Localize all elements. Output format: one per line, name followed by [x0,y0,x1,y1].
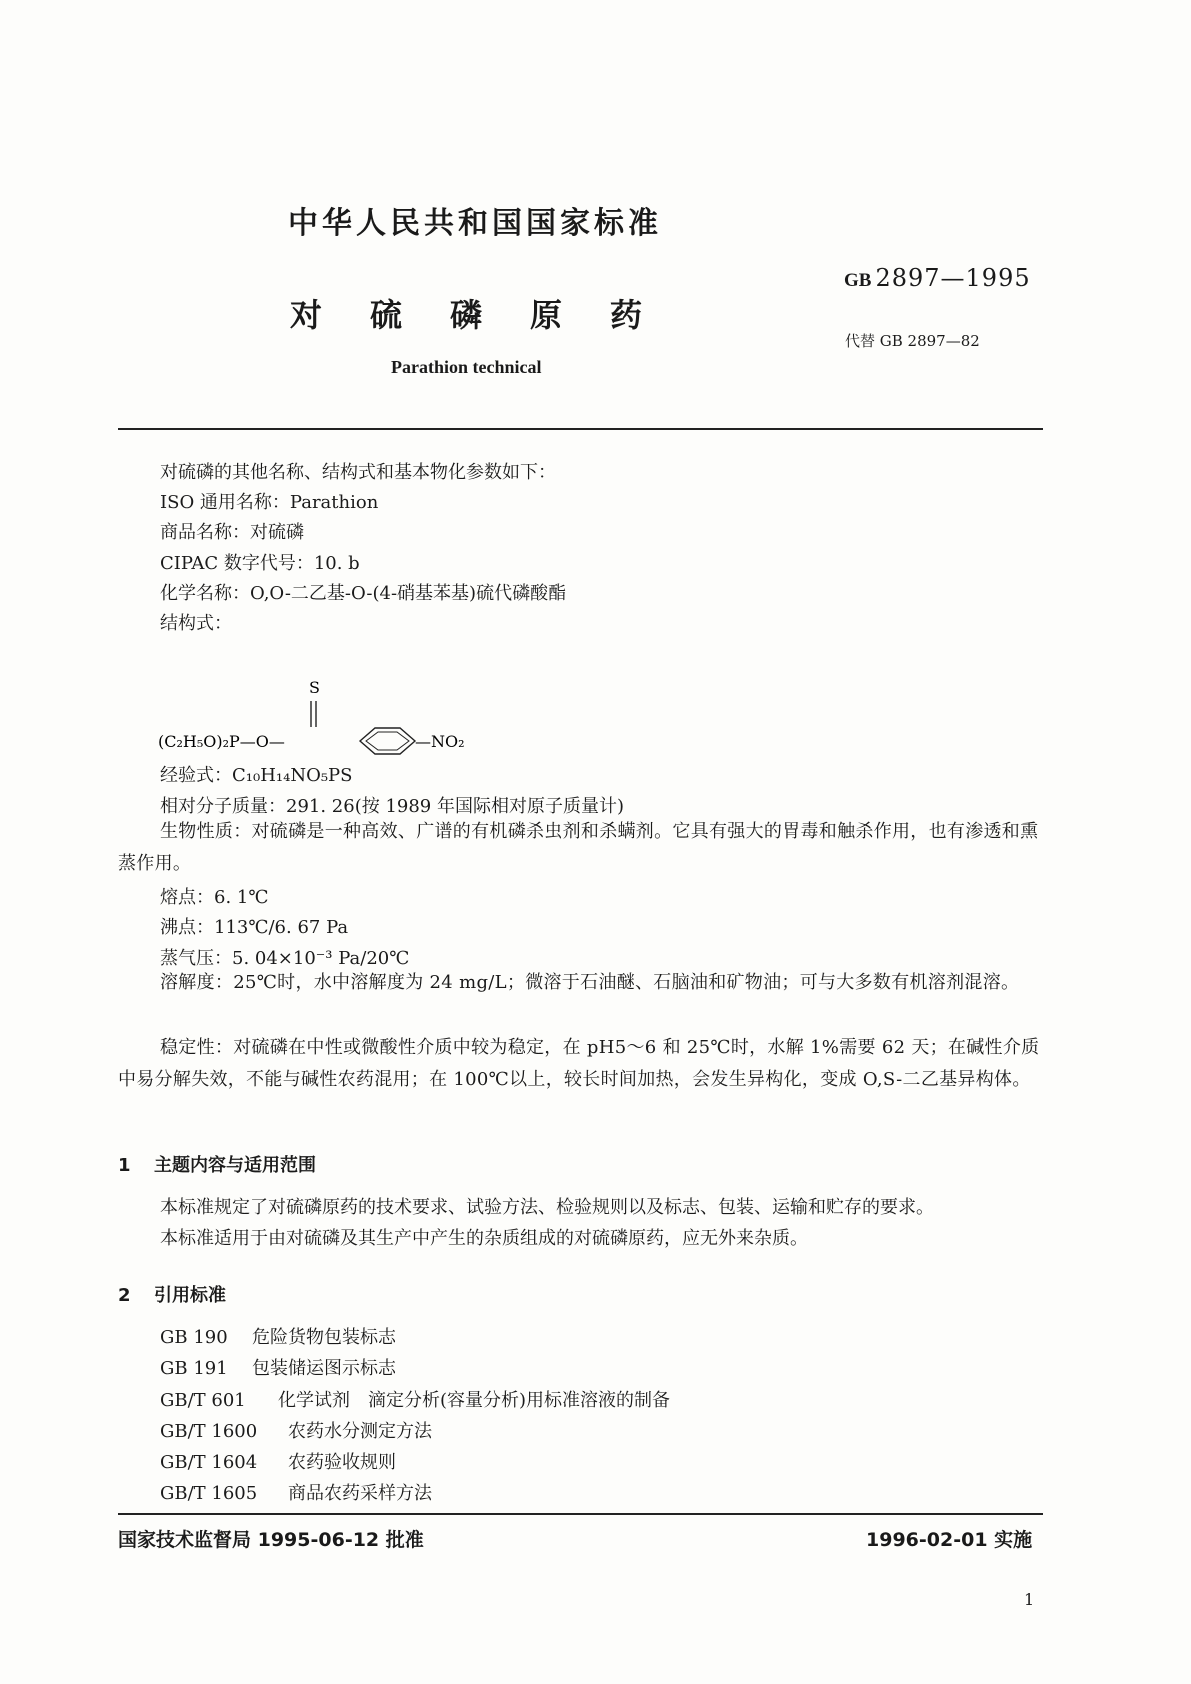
structure-label: 结构式： [160,613,232,634]
ethoxy-group: (C₂H₅O)₂P—O— [158,732,285,751]
document-title: 对硫磷原药 [290,296,691,334]
reference-title: 农药水分测定方法 [288,1421,432,1442]
molecular-mass: 相对分子质量：291. 26(按 1989 年国际相对原子质量计) [160,796,624,817]
document-title-english: Parathion technical [391,357,542,377]
reference-row [160,1323,396,1349]
effective-date: 1996-02-01 实施 [866,1529,1033,1551]
iso-name: ISO 通用名称：Parathion [160,492,379,513]
reference-code: GB/T 1604 [160,1452,258,1473]
reference-title: 危险货物包装标志 [252,1327,396,1348]
reference-row [160,1448,396,1474]
biological-properties: 生物性质：对硫磷是一种高效、广谱的有机磷杀虫剂和杀螨剂。它具有强大的胃毒和触杀作用，也有渗透和熏蒸作用。 [118,821,1039,874]
standard-code [844,264,1031,292]
standard-org-title: 中华人民共和国国家标准 [288,206,662,241]
standard-code-prefix: GB [844,270,872,291]
empirical-formula: 经验式：C₁₀H₁₄NO₅PS [160,765,353,786]
reference-title: 化学试剂 滴定分析(容量分析)用标准溶液的制备 [278,1390,671,1411]
section-1-para-1: 本标准规定了对硫磷原药的技术要求、试验方法、检验规则以及标志、包装、运输和贮存的要求。 [160,1197,934,1218]
sulfur-atom: S [309,678,320,697]
reference-code: GB 191 [160,1358,228,1379]
reference-code: GB/T 601 [160,1390,246,1411]
section-2-heading [118,1281,226,1307]
boiling-point: 沸点：113℃/6. 67 Pa [160,917,349,938]
solubility: 溶解度：25℃时，水中溶解度为 24 mg/L；微溶于石油醚、石脑油和矿物油；可与大多数有机溶剂混溶。 [160,972,1020,993]
cipac-code: CIPAC 数字代号：10. b [160,553,360,574]
section-1-para-2: 本标准适用于由对硫磷及其生产中产生的杂质组成的对硫磷原药，应无外来杂质。 [160,1228,808,1249]
structural-formula [158,675,518,760]
reference-title: 农药验收规则 [288,1452,396,1473]
reference-row [160,1479,432,1505]
standard-code-number: 2897—1995 [875,264,1031,292]
footer-rule [118,1513,1043,1515]
reference-row [160,1417,432,1443]
section-1-title: 主题内容与适用范围 [154,1155,316,1176]
chemical-name: 化学名称：O,O-二乙基-O-(4-硝基苯基)硫代磷酸酯 [160,583,567,604]
reference-code: GB/T 1600 [160,1421,258,1442]
section-2-number: 2 [118,1285,131,1306]
reference-title: 包装储运图示标志 [252,1358,396,1379]
header-rule [118,428,1043,430]
reference-title: 商品农药采样方法 [288,1483,432,1504]
section-2-title: 引用标准 [154,1285,226,1306]
reference-row [160,1354,396,1380]
benzene-inner-ring [366,732,409,750]
section-1-number: 1 [118,1155,131,1176]
replaces-standard: 代替 GB 2897—82 [845,332,980,350]
melting-point: 熔点：6. 1℃ [160,887,269,908]
stability: 稳定性：对硫磷在中性或微酸性介质中较为稳定，在 pH5～6 和 25℃时，水解 1%需要 62 天；在碱性介质中易分解失效，不能与碱性农药混用；在 100℃以上，较长时间加热，会发生异构化，变成 O,S-二乙基异构体。 [118,1037,1040,1090]
section-1-heading [118,1151,316,1177]
nitro-group: —NO₂ [415,732,465,751]
approval-date: 国家技术监督局 1995-06-12 批准 [118,1529,424,1551]
reference-code: GB/T 1605 [160,1483,258,1504]
intro-lead: 对硫磷的其他名称、结构式和基本物化参数如下： [160,462,556,483]
trade-name: 商品名称：对硫磷 [160,522,304,543]
reference-row [160,1386,670,1412]
reference-code: GB 190 [160,1327,228,1348]
page-number: 1 [1024,1590,1035,1609]
vapor-pressure: 蒸气压：5. 04×10⁻³ Pa/20℃ [160,948,410,969]
